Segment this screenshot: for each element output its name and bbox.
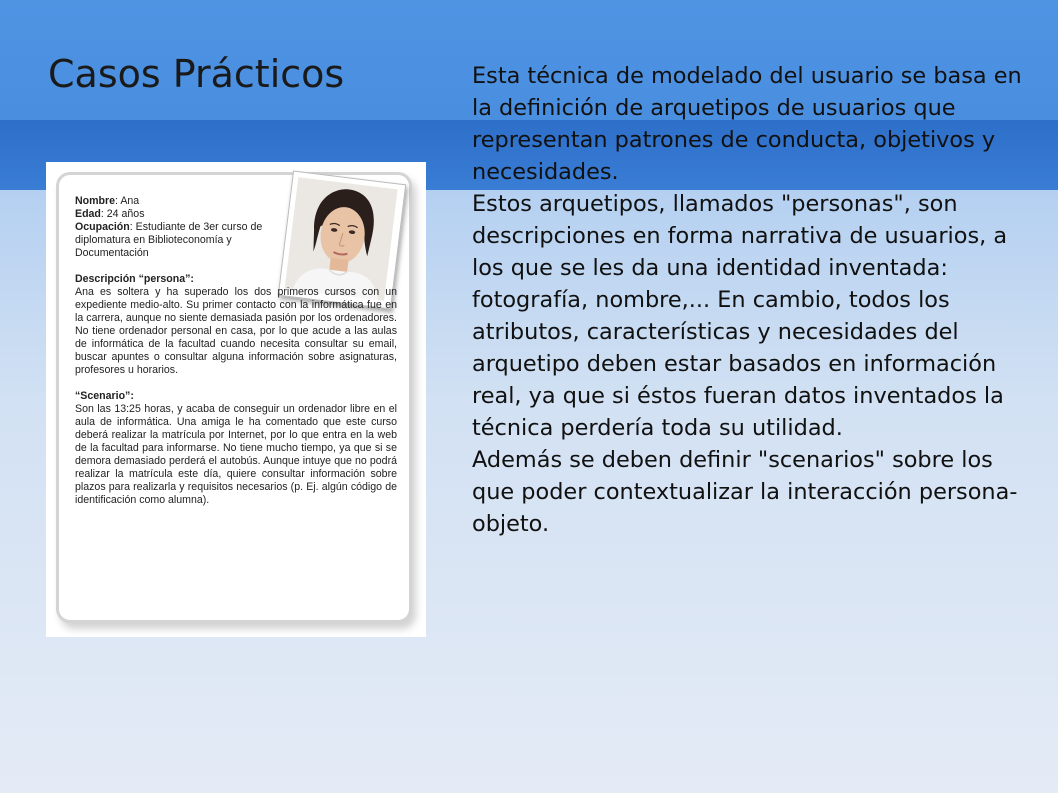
persona-description-heading-text: Descripción “persona”: <box>75 273 194 285</box>
scenario-heading-text: “Scenario”: <box>75 390 134 402</box>
body-paragraph-3: Además se deben definir "scenarios" sobre los que poder contextualizar la interacción persona-objeto. <box>472 447 1018 537</box>
persona-description-heading <box>75 273 397 286</box>
persona-card <box>56 172 412 623</box>
persona-name-label: Nombre <box>75 195 116 207</box>
persona-age-label: Edad <box>75 208 101 220</box>
persona-card-image <box>46 162 426 637</box>
persona-age-value: : 24 años <box>100 208 145 220</box>
persona-name-value: : Ana <box>115 195 140 207</box>
persona-description-text: Ana es soltera y ha superado los dos primeros cursos con un expediente medio-alto. Su primer contacto con la informática fue en la carrera, aunque no siente demasiada pasión por los ordenadores. No tiene ordenador personal en casa, por lo que acude a las aulas de informática de la facultad cuando necesita consultar su email, buscar apuntes o consultar alguna información sobre asignaturas, profesores u horarios. <box>75 286 397 376</box>
slide-body <box>472 60 1032 540</box>
persona-name-line <box>75 195 397 208</box>
persona-occupation-value: : Estudiante de 3er curso de diplomatura en Biblioteconomía y Documentación <box>75 221 263 259</box>
body-paragraph-1: Esta técnica de modelado del usuario se basa en la definición de arquetipos de usuarios que representan patrones de conducta, objetivos y necesidades. <box>472 63 1022 185</box>
persona-occupation-line <box>75 221 271 260</box>
persona-card-text <box>75 195 397 507</box>
scenario-text: Son las 13:25 horas, y acaba de conseguir un ordenador libre en el aula de informática. Una amiga le ha comentado que este curso deberá realizar la matrícula por Internet, por lo que entra en la web de la facultad para informarse. No tiene mucho tiempo, ya que si se demora demasiado perderá el autobús. Aunque intuye que no podrá realizar la matrícula este día, quiere consultar información sobre plazos para realizarla y requisitos necesarios (p. Ej. algún código de identificación como alumna). <box>75 403 397 506</box>
scenario-heading <box>75 390 397 403</box>
persona-occupation-label: Ocupación <box>75 221 130 233</box>
body-paragraph-2: Estos arquetipos, llamados "personas", son descripciones en forma narrativa de usuarios, a los que se les da una identidad inventada: fotografía, nombre,... En cambio, todos los atributos, características y necesidades del arquetipo deben estar basados en información real, ya que si éstos fueran datos inventados la técnica perdería toda su utilidad. <box>472 191 1008 441</box>
slide-title: Casos Prácticos <box>48 52 345 96</box>
persona-age-line <box>75 208 397 221</box>
